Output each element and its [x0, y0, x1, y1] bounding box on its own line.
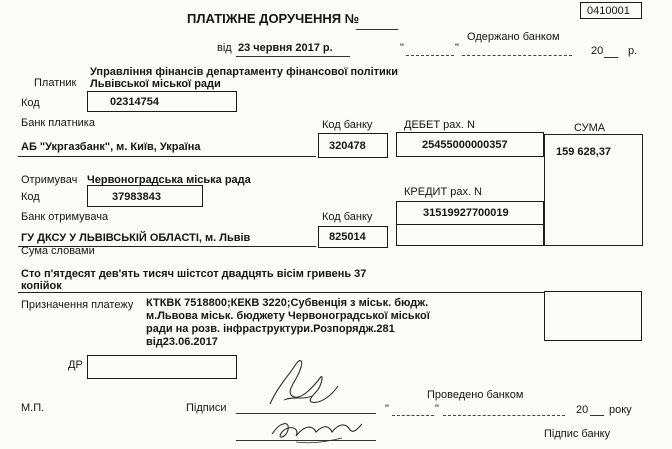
processed-year-prefix: 20	[576, 404, 589, 416]
purpose-line: від23.06.2017	[146, 336, 218, 348]
payer-bank-label: Банк платника	[21, 117, 95, 129]
dr-label: ДР	[68, 359, 83, 371]
debit-account: 25455000000357	[422, 139, 508, 151]
received-year-prefix: 20	[591, 45, 604, 57]
received-year-suffix: р.	[628, 45, 638, 57]
processed-year-suffix: року	[609, 404, 632, 416]
recipient-bank: ГУ ДКСУ У ЛЬВІВСЬКІЙ ОБЛАСТІ, м. Львів	[21, 232, 251, 244]
date-underline	[236, 56, 350, 57]
received-month-line	[462, 55, 572, 56]
received-by-bank-label: Одержано банком	[467, 31, 560, 43]
payer-name-line2: Львівської міської ради	[90, 78, 221, 90]
signatures-label: Підписи	[186, 402, 227, 414]
amount-column-top	[544, 134, 643, 135]
amount-words-underline	[18, 292, 544, 293]
payer-label: Платник	[34, 77, 77, 89]
document-number-line	[356, 29, 398, 30]
payer-name-line1: Управління фінансів департаменту фінансової політики	[90, 66, 399, 78]
payer-bank-underline	[18, 156, 316, 157]
recipient-code: 37983843	[112, 191, 161, 203]
debit-label: ДЕБЕТ рах. N	[404, 119, 475, 131]
recipient-bank-code: 825014	[329, 231, 366, 243]
amount-words-line2: копійок	[21, 280, 62, 292]
dr-box	[87, 355, 237, 379]
amount-column-right	[642, 134, 643, 246]
payer-code-label: Код	[21, 97, 40, 109]
credit-label: КРЕДИТ рах. N	[404, 186, 483, 198]
recipient-bank-label: Банк отримувача	[21, 211, 109, 223]
purpose-line: ради на розв. інфраструктури.Розпорядж.281	[146, 323, 395, 335]
signature-scribble-2	[266, 412, 366, 448]
payer-code: 02314754	[110, 96, 159, 108]
processed-date-open-quote: "	[385, 403, 389, 415]
processed-date-close-quote: "	[435, 403, 439, 415]
received-year-line	[604, 57, 618, 58]
purpose-line: м.Львова міськ. бюджету Червоноградської міської	[146, 310, 430, 322]
amount: 159 628,37	[556, 146, 612, 158]
document-title: ПЛАТІЖНЕ ДОРУЧЕННЯ №	[187, 11, 360, 26]
credit-account: 31519927700019	[423, 207, 509, 219]
purpose-label: Призначення платежу	[21, 299, 134, 311]
purpose-right-box	[544, 291, 642, 341]
payer-bank: АБ "Укргазбанк", м. Київ, Україна	[21, 141, 201, 153]
payer-bank-code-label: Код банку	[322, 119, 373, 131]
processed-by-bank-label: Проведено банком	[427, 389, 524, 401]
recipient-code-label: Код	[21, 191, 40, 203]
received-day-line	[406, 55, 454, 56]
stamp-label: М.П.	[21, 402, 45, 414]
processed-month-line	[443, 415, 565, 416]
amount-words-line1: Сто п'ятдесят дев'ять тисяч шістсот двадцять вісім гривень 37	[21, 268, 367, 280]
bank-signature-label: Підпис банку	[544, 428, 611, 440]
date-prefix: від	[217, 42, 232, 54]
recipient-label: Отримувач	[21, 174, 78, 186]
payer-bank-code: 320478	[329, 140, 366, 152]
amount-label: СУМА	[574, 122, 606, 134]
purpose-line: КТКВК 7518800;КЕКВ 3220;Субвенція з міськ. бюдж.	[146, 297, 429, 309]
received-date-open-quote: "	[400, 42, 404, 54]
processed-year-line	[590, 415, 604, 416]
amount-words-label: Сума словами	[21, 245, 95, 257]
amount-column-bottom	[544, 245, 643, 246]
form-code: 0410001	[587, 5, 630, 17]
recipient-lower-box	[396, 224, 544, 246]
amount-column-left	[544, 134, 545, 246]
received-date-close-quote: "	[455, 42, 459, 54]
recipient-name: Червоноградська міська рада	[87, 174, 251, 186]
recipient-bank-code-label: Код банку	[322, 211, 373, 223]
document-date: 23 червня 2017 р.	[238, 42, 333, 54]
processed-day-line	[392, 415, 434, 416]
signature-scribble-1	[262, 356, 342, 412]
